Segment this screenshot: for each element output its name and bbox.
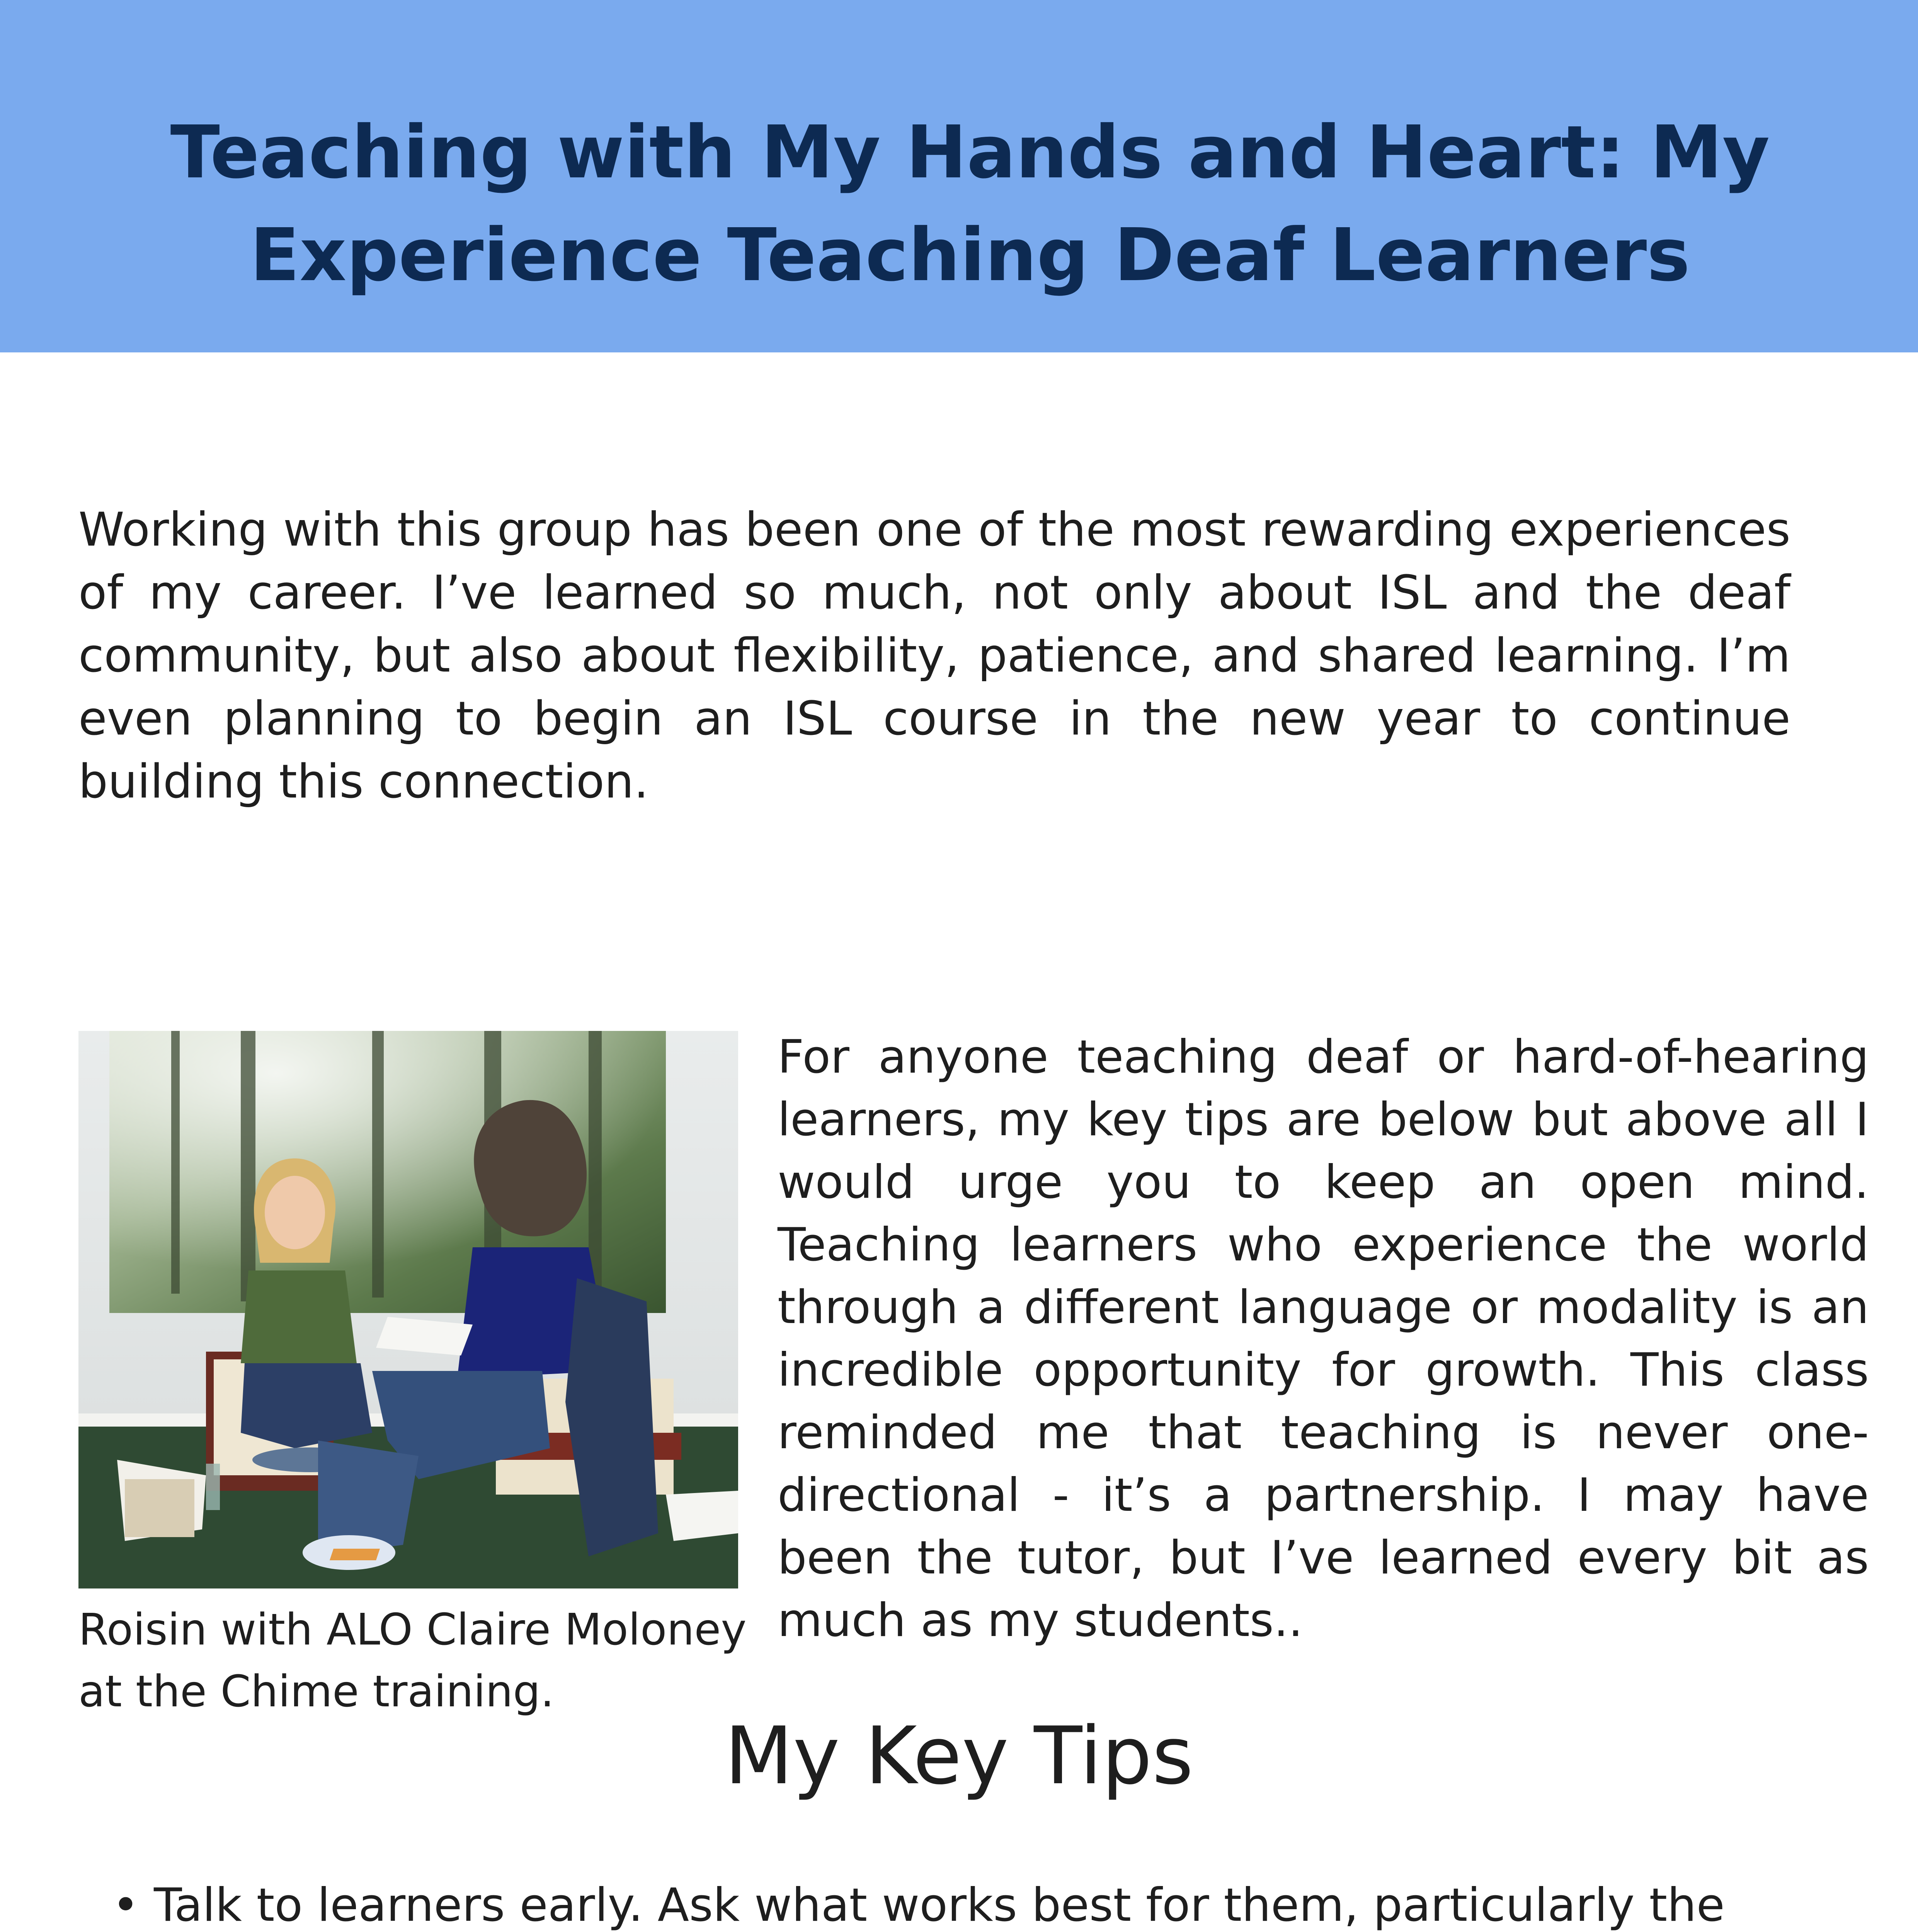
page-title: Teaching with My Hands and Heart: My Experience Teaching Deaf Learners — [170, 110, 1770, 298]
tip-item: • Talk to learners early. Ask what works best for them, particularly the — [112, 1879, 1725, 1932]
photo-caption: Roisin with ALO Claire Moloney at the Chime training. — [78, 1605, 747, 1717]
tips-heading: My Key Tips — [725, 1710, 1193, 1802]
training-photo — [78, 1031, 738, 1588]
intro-paragraph: Working with this group has been one of the most rewarding experiences of my career. I’ve learned so much, not only about ISL and the deaf community, but also about flexibility, patience, and shared learning. I’m even planning to begin an ISL course in the new year to continue building this connection. — [78, 503, 1790, 809]
tips-list — [112, 1874, 1836, 1932]
advice-paragraph: For anyone teaching deaf or hard-of-hearing learners, my key tips are below but above all I would urge you to keep an open mind. Teaching learners who experience the world through a different language or modality is an incredible opportunity for growth. This class reminded me that teaching is never one-directional - it’s a partnership. I may have been the tutor, but I’ve learned every bit as much as my students.. — [778, 1031, 1869, 1647]
